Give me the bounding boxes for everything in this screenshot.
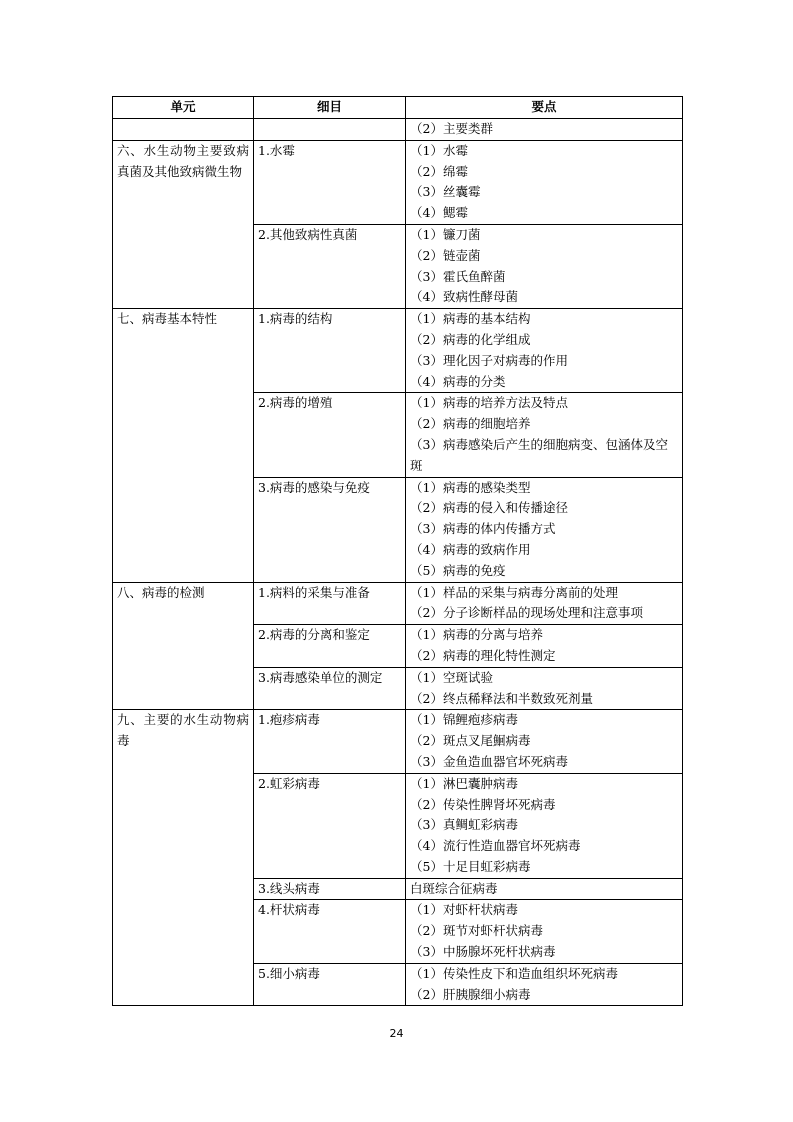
point: （1）空斑试验: [410, 669, 493, 685]
points-cell: [406, 900, 683, 963]
point: （1）病毒的感染类型: [410, 479, 531, 495]
point: （3）真鲷虹彩病毒: [410, 817, 518, 833]
item-cell: 1.水霉: [254, 140, 406, 224]
point: （1）病毒的培养方法及特点: [410, 395, 568, 411]
points-cell: [406, 224, 683, 308]
point: （3）霍氏鱼醉菌: [410, 268, 506, 284]
table-row: [113, 710, 683, 773]
point: （1）病毒的基本结构: [410, 311, 531, 327]
point: 白斑综合征病毒: [410, 880, 498, 896]
points-cell: [406, 477, 683, 582]
item-cell: [254, 119, 406, 141]
header-unit: 单元: [113, 97, 254, 119]
item-cell: 2.病毒的分离和鉴定: [254, 625, 406, 668]
item-cell: 1.病毒的结构: [254, 309, 406, 393]
point: （2）终点稀释法和半数致死剂量: [410, 690, 593, 706]
point: （2）分子诊断样品的现场处理和注意事项: [410, 605, 643, 621]
points-cell: [406, 667, 683, 710]
points-cell: [406, 710, 683, 773]
point: （1）样品的采集与病毒分离前的处理: [410, 584, 618, 600]
unit-cell: [113, 119, 254, 141]
point: （1）传染性皮下和造血组织坏死病毒: [410, 965, 618, 981]
table-row: [113, 582, 683, 625]
table-header-row: [113, 97, 683, 119]
point: （2）病毒的理化特性测定: [410, 647, 556, 663]
points-cell: [406, 393, 683, 477]
points-cell: [406, 582, 683, 625]
point: （1）病毒的分离与培养: [410, 627, 543, 643]
point: （1）对虾杆状病毒: [410, 902, 518, 918]
point: （2）绵霉: [410, 163, 468, 179]
point: （3）中肠腺坏死杆状病毒: [410, 944, 556, 960]
point: （3）丝囊霉: [410, 184, 481, 200]
point: （4）鳃霉: [410, 205, 468, 221]
header-item: 细目: [254, 97, 406, 119]
point: （2）主要类群: [410, 121, 493, 136]
item-cell: 4.杆状病毒: [254, 900, 406, 963]
table-row: [113, 309, 683, 393]
points-cell: [406, 773, 683, 878]
unit-cell: 九、主要的水生动物病毒: [113, 710, 254, 1006]
points-cell: [406, 140, 683, 224]
unit-cell: 七、病毒基本特性: [113, 309, 254, 582]
points-cell: [406, 625, 683, 668]
point: （3）理化因子对病毒的作用: [410, 352, 568, 368]
point: （5）十足目虹彩病毒: [410, 858, 531, 874]
points-cell: [406, 878, 683, 900]
item-cell: 1.病料的采集与准备: [254, 582, 406, 625]
point: （1）锦鲤疱疹病毒: [410, 712, 518, 728]
point: （2）链壶菌: [410, 247, 481, 263]
page-number: 24: [389, 1027, 404, 1040]
table-row: [113, 119, 683, 141]
points-cell: [406, 309, 683, 393]
point: （4）流行性造血器官坏死病毒: [410, 838, 581, 854]
point: （1）水霉: [410, 142, 468, 158]
item-cell: 3.线头病毒: [254, 878, 406, 900]
item-cell: 2.其他致病性真菌: [254, 224, 406, 308]
item-cell: 3.病毒感染单位的测定: [254, 667, 406, 710]
item-cell: 2.病毒的增殖: [254, 393, 406, 477]
point: （1）淋巴囊肿病毒: [410, 775, 518, 791]
point: （2）斑点叉尾鮰病毒: [410, 733, 531, 749]
point: （3）病毒的体内传播方式: [410, 521, 556, 537]
point: （1）镰刀菌: [410, 226, 481, 242]
item-cell: 2.虹彩病毒: [254, 773, 406, 878]
point: （2）病毒的化学组成: [410, 331, 531, 347]
item-cell: 5.细小病毒: [254, 963, 406, 1006]
point: （3）金鱼造血器官坏死病毒: [410, 753, 568, 769]
unit-cell: 八、病毒的检测: [113, 582, 254, 710]
unit-cell: 六、水生动物主要致病真菌及其他致病微生物: [113, 140, 254, 308]
points-cell: [406, 963, 683, 1006]
point: （4）病毒的致病作用: [410, 541, 531, 557]
point: （4）致病性酵母菌: [410, 289, 518, 305]
header-points: 要点: [406, 97, 683, 119]
point: （2）肝胰腺细小病毒: [410, 986, 531, 1002]
points-cell: [406, 119, 683, 141]
point: （3）病毒感染后产生的细胞病变、包涵体及空斑: [410, 436, 668, 473]
item-cell: 1.疱疹病毒: [254, 710, 406, 773]
point: （5）病毒的免疫: [410, 562, 506, 578]
point: （4）病毒的分类: [410, 373, 506, 389]
table-row: [113, 140, 683, 224]
point: （2）传染性脾肾坏死病毒: [410, 796, 556, 812]
point: （2）斑节对虾杆状病毒: [410, 923, 543, 939]
item-cell: 3.病毒的感染与免疫: [254, 477, 406, 582]
syllabus-table: [112, 96, 683, 1006]
point: （2）病毒的细胞培养: [410, 416, 531, 432]
point: （2）病毒的侵入和传播途径: [410, 500, 568, 516]
